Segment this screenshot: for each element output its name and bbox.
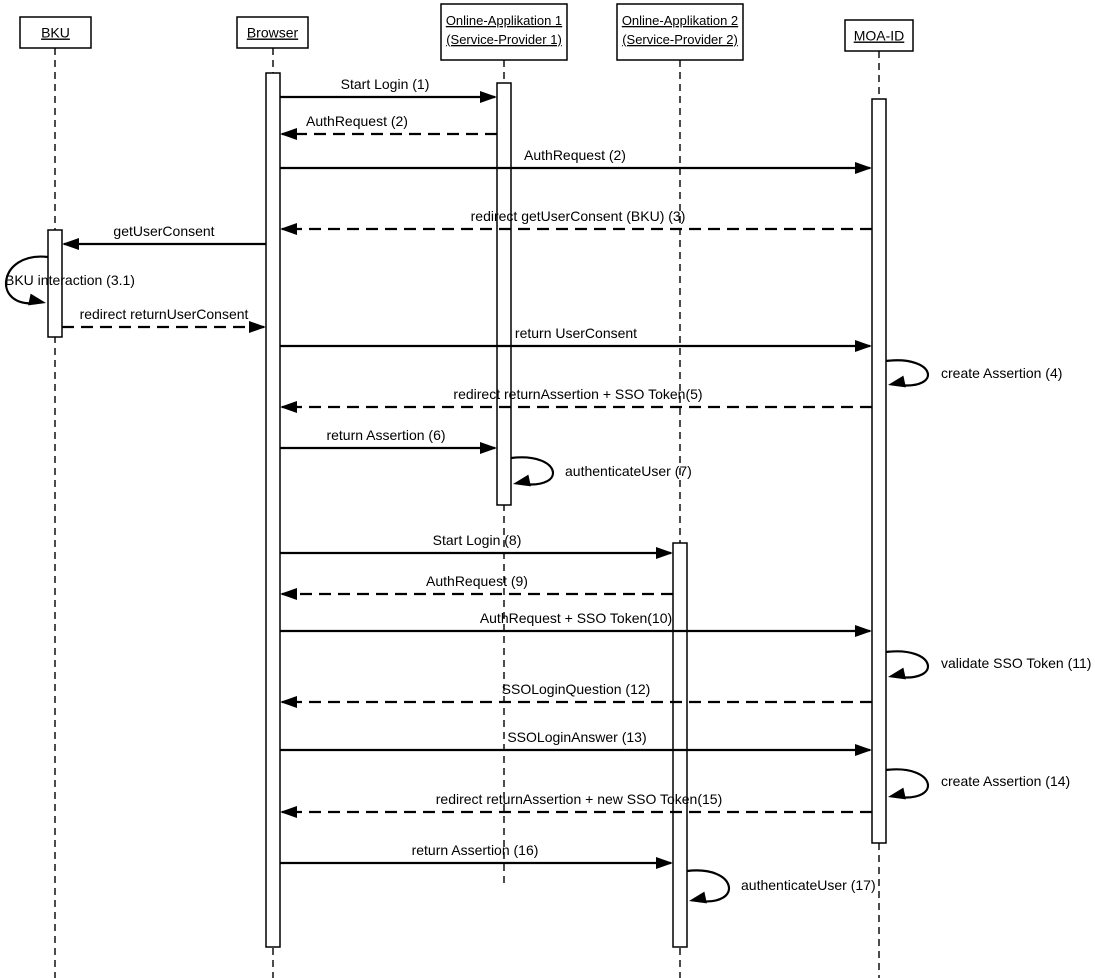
arrowhead-authrequest-2: [855, 162, 872, 174]
arrowhead-redirect-returnassertion-new-sso-token-15: [280, 806, 297, 818]
activation-bar-oa1: [497, 83, 511, 505]
self-call-label-authenticateuser-7: authenticateUser (7): [565, 463, 692, 479]
self-call-arc-authenticateuser-7: [511, 457, 553, 484]
arrowhead-authenticateuser-7: [512, 475, 531, 490]
arrowhead-start-login-8: [656, 547, 673, 559]
message-label-ssologinquestion-12: SSOLoginQuestion (12): [501, 681, 651, 697]
message-label-return-assertion-16: return Assertion (16): [411, 842, 539, 858]
self-call-label-bku-interaction-3-1: BKU interaction (3.1): [5, 272, 135, 288]
arrowhead-ssologinanswer-13: [855, 744, 872, 756]
actor-label-oa1-line2: (Service-Provider 1): [446, 32, 562, 47]
arrowhead-return-assertion-6: [480, 442, 497, 454]
activation-bar-moa: [872, 99, 886, 843]
arrowhead-create-assertion-14: [887, 788, 906, 803]
arrowhead-return-assertion-16: [656, 857, 673, 869]
actor-label-browser: Browser: [246, 24, 299, 41]
self-call-label-create-assertion-14: create Assertion (14): [941, 773, 1071, 789]
message-label-redirect-returnassertion-sso-token-5: redirect returnAssertion + SSO Token(5): [453, 386, 703, 402]
self-call-arc-authenticateuser-17: [687, 870, 729, 901]
arrowhead-redirect-getuserconsent-bku-3: [280, 223, 297, 235]
message-label-redirect-getuserconsent-bku-3: redirect getUserConsent (BKU) (3): [470, 208, 686, 224]
message-label-getuserconsent: getUserConsent: [113, 223, 215, 239]
arrowhead-getuserconsent: [62, 238, 79, 250]
self-call-arc-create-assertion-4: [886, 360, 928, 385]
self-call-arc-create-assertion-14: [886, 769, 928, 797]
activation-bar-oa2: [673, 543, 687, 947]
arrowhead-validate-sso-token-11: [887, 668, 906, 683]
actor-label-oa2-line2: (Service-Provider 2): [622, 32, 738, 47]
arrowhead-ssologinquestion-12: [280, 696, 297, 708]
message-label-return-userconsent: return UserConsent: [514, 325, 638, 341]
message-label-start-login-8: Start Login (8): [432, 532, 522, 548]
arrowhead-authrequest-2: [280, 128, 297, 140]
message-label-authrequest-sso-token-10: AuthRequest + SSO Token(10): [479, 610, 673, 626]
message-label-authrequest-2: AuthRequest (2): [306, 113, 408, 129]
self-call-arc-validate-sso-token-11: [886, 651, 928, 677]
self-call-label-validate-sso-token-11: validate SSO Token (11): [941, 655, 1092, 671]
arrowhead-bku-interaction-3-1: [28, 294, 47, 309]
activation-bar-browser: [266, 73, 280, 947]
message-label-authrequest-9: AuthRequest (9): [426, 573, 528, 589]
actor-label-moa: MOA-ID: [853, 27, 905, 44]
message-label-redirect-returnuserconsent: redirect returnUserConsent: [79, 306, 249, 322]
message-label-return-assertion-6: return Assertion (6): [326, 427, 446, 443]
message-label-authrequest-2: AuthRequest (2): [524, 147, 626, 163]
message-label-redirect-returnassertion-new-sso-token-15: redirect returnAssertion + new SSO Token(15): [435, 791, 723, 807]
actor-label-oa2-line1: Online-Applikation 2: [621, 13, 739, 28]
self-call-label-authenticateuser-17: authenticateUser (17): [741, 877, 876, 893]
arrowhead-redirect-returnuserconsent: [249, 321, 266, 333]
arrowhead-authrequest-sso-token-10: [855, 625, 872, 637]
arrowhead-return-userconsent: [855, 340, 872, 352]
arrowhead-authenticateuser-17: [688, 892, 707, 907]
actor-label-bku: BKU: [41, 24, 70, 41]
actor-label-oa1-line1: Online-Applikation 1: [445, 13, 563, 28]
arrowhead-redirect-returnassertion-sso-token-5: [280, 401, 297, 413]
arrowhead-start-login-1: [480, 91, 497, 103]
arrowhead-authrequest-9: [280, 588, 297, 600]
message-label-ssologinanswer-13: SSOLoginAnswer (13): [507, 729, 647, 745]
self-call-label-create-assertion-4: create Assertion (4): [941, 365, 1063, 381]
arrowhead-create-assertion-4: [887, 376, 906, 391]
message-label-start-login-1: Start Login (1): [340, 76, 430, 92]
